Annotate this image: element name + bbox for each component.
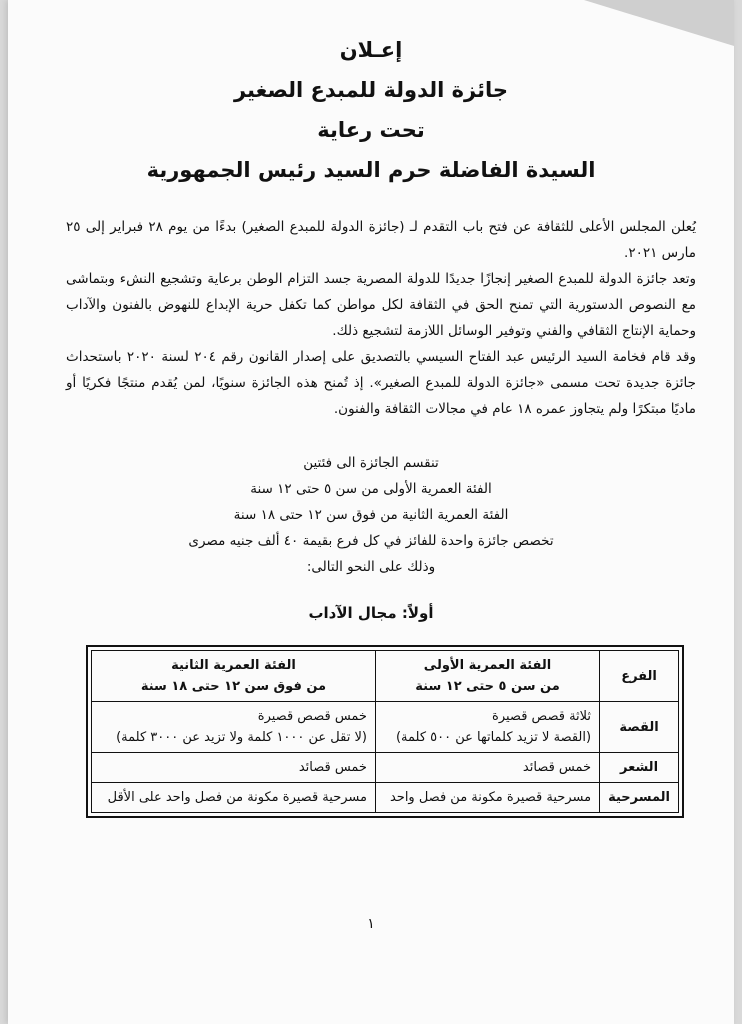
announcement-title: إعـلان [339,38,403,62]
branch-header: الفرع [600,651,679,702]
branch-story: القصة [600,702,679,753]
announcement-body [66,214,696,422]
story-cat2-line2: (لا تقل عن ١٠٠٠ كلمة ولا تزيد عن ٣٠٠٠ كلمة) [116,730,367,745]
story-cat1 [375,702,599,753]
story-cat1-line2: (القصة لا تزيد كلماتها عن ٥٠٠ كلمة) [395,730,592,745]
categories-intro: تنقسم الجائزة الى فئتين [303,455,439,471]
prize-value: تخصص جائزة واحدة للفائز في كل فرع بقيمة ٤٠ ألف جنيه مصرى [188,533,554,549]
table-row [92,753,679,783]
patronage-line: تحت رعاية [317,118,425,142]
page-number: ١ [367,916,375,932]
story-cat1-line1: ثلاثة قصص قصيرة [492,709,592,724]
cat2-title: الفئة العمرية الثانية [171,658,296,673]
award-name: جائزة الدولة للمبدع الصغير [233,78,509,102]
cat1-header [375,651,599,702]
play-cat2: مسرحية قصيرة مكونة من فصل واحد على الأقل [92,783,376,813]
literature-table-frame [86,645,684,818]
cat1-title: الفئة العمرية الأولى [423,658,552,673]
announcement-header [0,30,742,190]
patron-name: السيدة الفاضلة حرم السيد رئيس الجمهورية [146,158,596,182]
table-header-row [92,651,679,702]
follow-line: وذلك على النحو التالى: [306,559,436,575]
paragraph-purpose: وتعد جائزة الدولة للمبدع الصغير إنجازًا جديدًا للدولة المصرية جسد التزام الوطن برعاية وتشجيع النشء وبتماشى مع النصوص الدستورية التي تمنح الحق في الثقافة لكل مواطن كما تكفل حرية الإبداع للنهوض بالفنون والآداب وحماية الإنتاج الثقافي والفني وتوفير الوسائل اللازمة لتشجيع ذلك. [66,271,696,339]
category-first: الفئة العمرية الأولى من سن ٥ حتى ١٢ سنة [250,481,492,497]
section-title: أولاً: مجال الآداب [308,604,434,622]
category-second: الفئة العمرية الثانية من فوق سن ١٢ حتى ١٨ سنة [233,507,509,523]
story-cat2-line1: خمس قصص قصيرة [257,709,367,724]
categories-block [0,450,742,580]
cat1-range: من سن ٥ حتى ١٢ سنة [415,679,560,694]
cat2-header [92,651,376,702]
poetry-cat2: خمس قصائد [92,753,376,783]
story-cat2 [92,702,376,753]
branch-play: المسرحية [600,783,679,813]
paragraph-opening: يُعلن المجلس الأعلى للثقافة عن فتح باب التقدم لـ (جائزة الدولة للمبدع الصغير) بدءًا من يوم ٢٨ فبراير إلى ٢٥ مارس ٢٠٢١. [66,219,696,261]
play-cat1: مسرحية قصيرة مكونة من فصل واحد [375,783,599,813]
literature-table [91,650,679,813]
paragraph-law: وقد قام فخامة السيد الرئيس عبد الفتاح السيسي بالتصديق على إصدار القانون رقم ٢٠٤ لسنة ٢٠٢٠ باستحداث جائزة جديدة تحت مسمى «جائزة الدولة للمبدع الصغير». إذ تُمنح هذه الجائزة سنويًا، لمن يُقدم منتجًا فكريًا أو ماديًا مبتكرًا ولم يتجاوز عمره ١٨ عام في مجالات الثقافة والفنون. [66,349,696,417]
branch-poetry: الشعر [600,753,679,783]
table-row [92,702,679,753]
table-row [92,783,679,813]
cat2-range: من فوق سن ١٢ حتى ١٨ سنة [140,679,327,694]
poetry-cat1: خمس قصائد [375,753,599,783]
